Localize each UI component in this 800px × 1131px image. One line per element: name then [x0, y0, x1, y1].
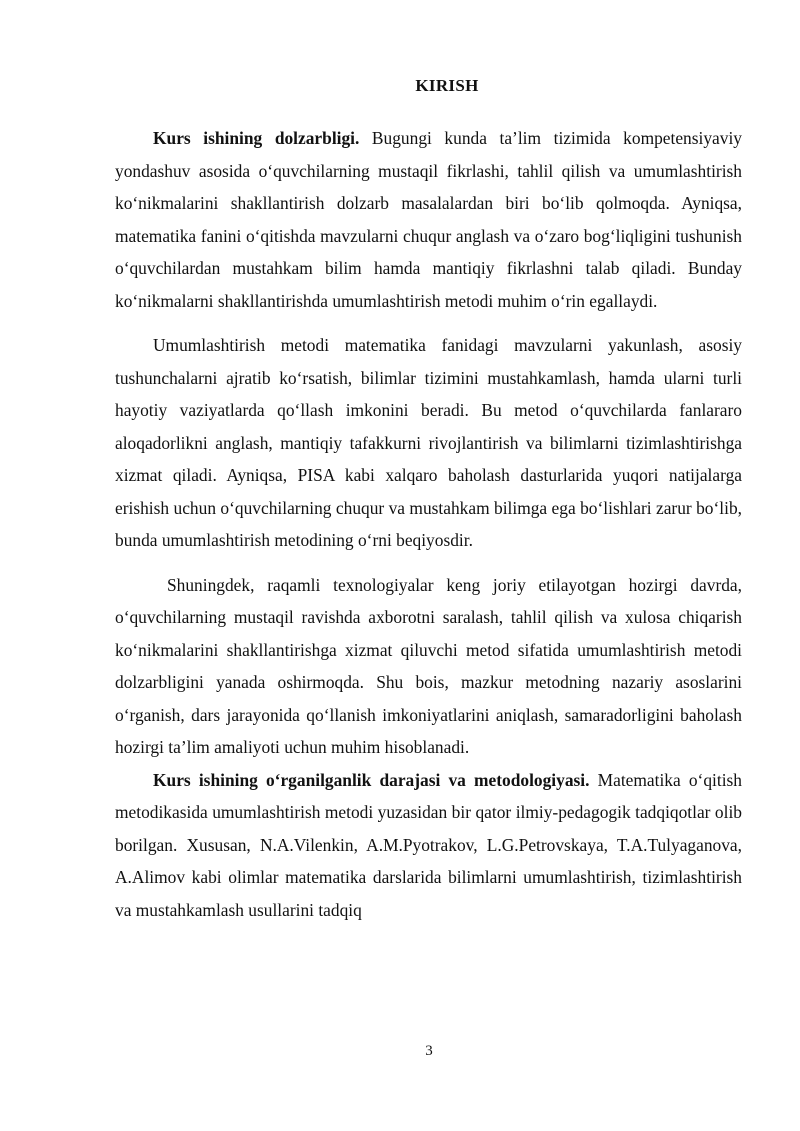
document-body	[115, 122, 742, 926]
section-title: KIRISH	[415, 76, 479, 95]
page-number: 3	[425, 1043, 433, 1059]
paragraph-text: Matematika o‘qitish metodikasida umumlashtirish metodi yuzasidan bir qator ilmiy-pedagogik tadqiqotlar olib borilgan. Xususan, N.A.Vilenkin, A.M.Pyotrakov, L.G.Petrovskaya, T.A.Tulyaganova, A.Alimov kabi olimlar matematika darslarida bilimlarni umumlashtirish, tizimlashtirish va mustahkamlash usullarini tadqiq	[115, 769, 742, 920]
paragraph-digital: Shuningdek, raqamli texnologiyalar keng joriy etilayotgan hozirgi davrda, o‘quvchilarning mustaqil ravishda axborotni saralash, tahlil qilish va xulosa chiqarish ko‘nikmalarini shakllantirishga xizmat qiluvchi metod sifatida umumlashtirish metodi dolzarbligini yanada oshirmoqda. Shu bois, mazkur metodning nazariy asoslarini o‘rganish, dars jarayonida qo‘llanish imkoniyatlarini aniqlash, samaradorligini baholash hozirgi ta’lim amaliyoti uchun muhim hisoblanadi.	[115, 574, 742, 757]
paragraph-relevance	[115, 122, 742, 317]
paragraph-lead-methodology: Kurs ishining o‘rganilganlik darajasi va metodologiyasi.	[153, 769, 590, 790]
paragraph-text: Bugungi kunda ta’lim tizimida kompetensiyaviy yondashuv asosida o‘quvchilarning mustaqil fikrlashi, tahlil qilish va umumlashtirish ko‘nikmalarini shakllantirish dolzarb masalalardan biri bo‘lib qolmoqda. Ayniqsa, matematika fanini o‘qitishda mavzularni chuqur anglash va o‘zaro bog‘liqligini tushunish o‘quvchilardan mustahkam bilim hamda mantiqiy fikrlashni talab qiladi. Bunday ko‘nikmalarni shakllantirishda umumlashtirish metodi muhim o‘rin egallaydi.	[115, 128, 742, 311]
paragraph-methodology	[115, 764, 742, 927]
paragraph-lead-relevance: Kurs ishining dolzarbligi.	[153, 128, 360, 148]
paragraph-method: Umumlashtirish metodi matematika fanidagi mavzularni yakunlash, asosiy tushunchalarni ajratib ko‘rsatish, bilimlar tizimini mustahkamlash, hamda ularni turli hayotiy vaziyatlarda qo‘llash imkonini beradi. Bu metod o‘quvchilarda fanlararo aloqadorlikni anglash, mantiqiy tafakkurni rivojlantirish va bilimlarni tizimlashtirishga xizmat qiladi. Ayniqsa, PISA kabi xalqaro baholash dasturlarida yuqori natijalarga erishish uchun o‘quvchilarning chuqur va mustahkam bilimga ega bo‘lishlari zarur bo‘lib, bunda umumlashtirish metodining o‘rni beqiyosdir.	[115, 335, 742, 550]
